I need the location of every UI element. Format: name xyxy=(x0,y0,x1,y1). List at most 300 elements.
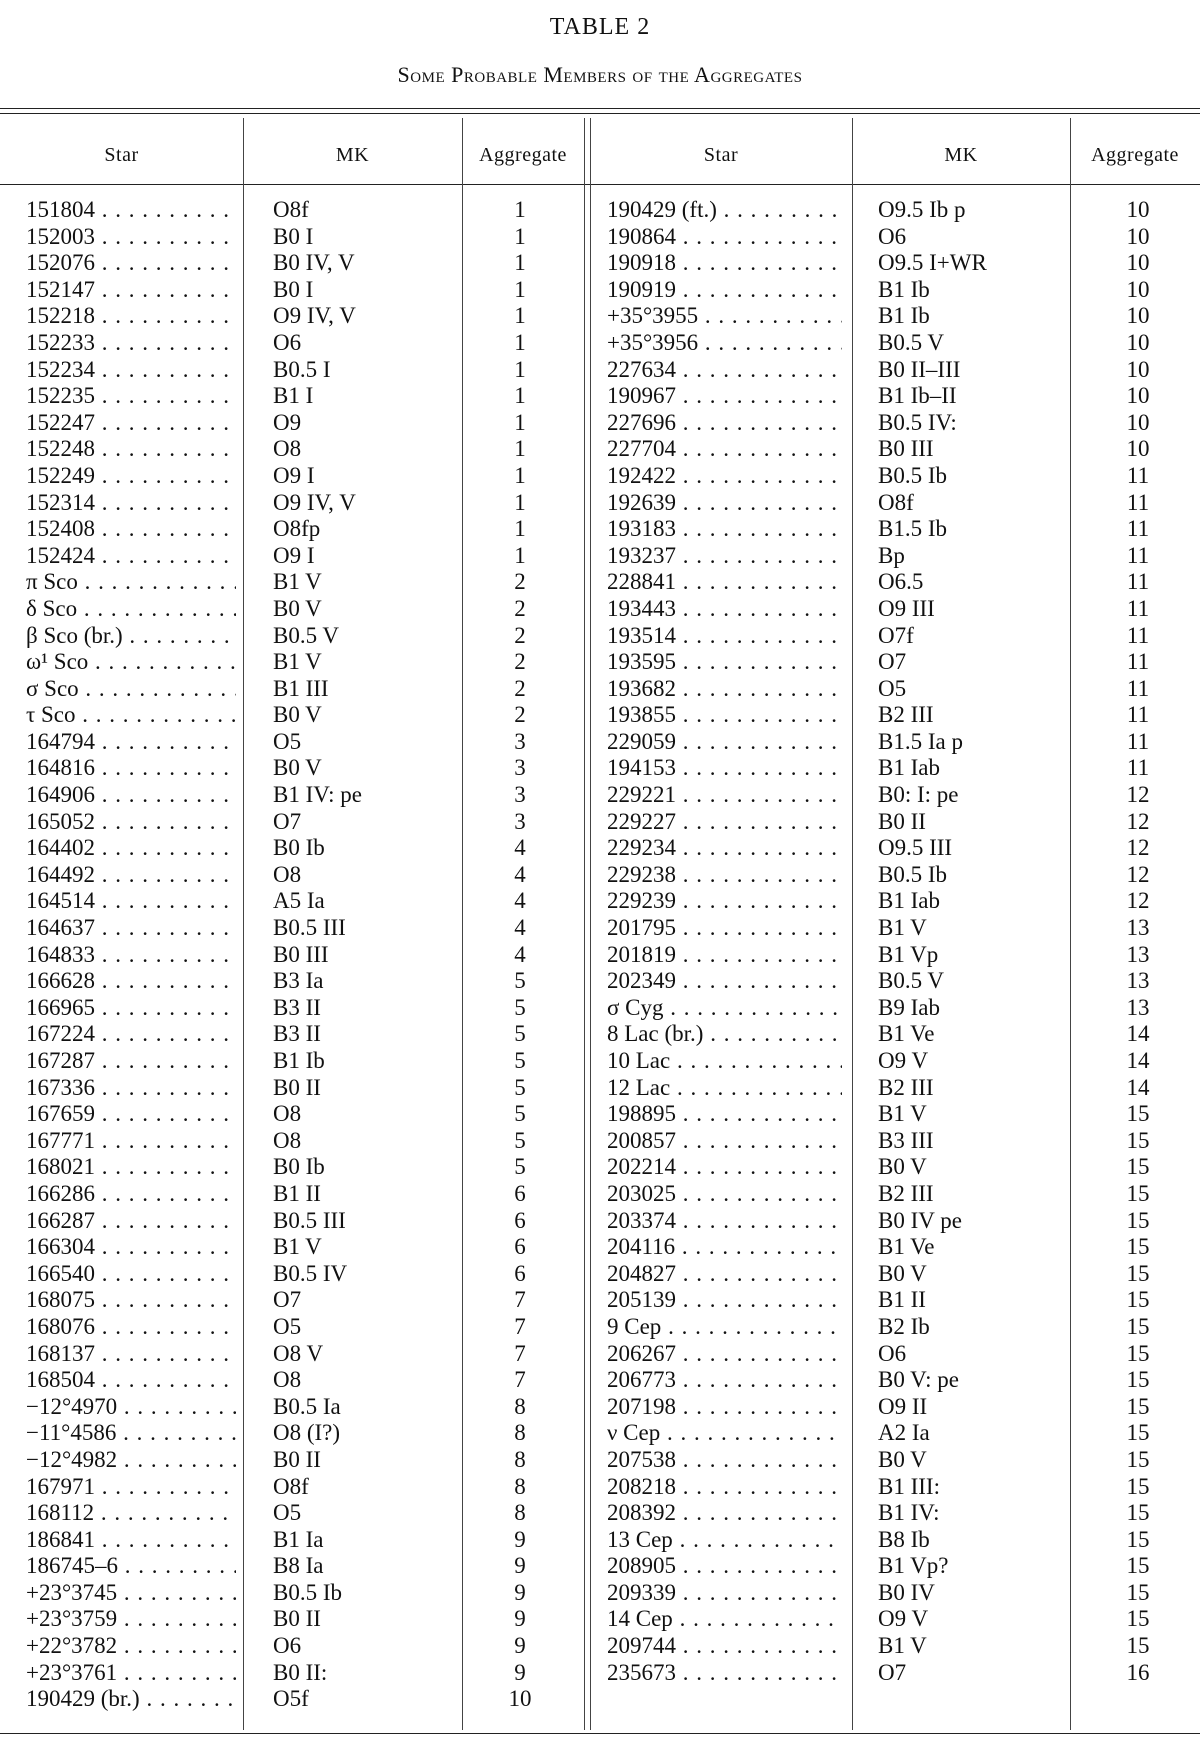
star-cell: 190429 (br.) . . . xyxy=(26,1686,236,1713)
star-cell: 206773 . . . xyxy=(607,1367,842,1394)
star-cell: 167659 . . . xyxy=(26,1101,236,1128)
mk-cell: B1 Ia xyxy=(273,1526,324,1552)
aggregate-cell: 11 xyxy=(1126,755,1150,781)
mk-cell: B0 I xyxy=(273,223,314,249)
aggregate-cell: 1 xyxy=(514,303,526,329)
star-cell: 198895 . . . xyxy=(607,1101,842,1128)
aggregate-cell: 2 xyxy=(514,649,526,675)
star-cell: +22°3782 . . . xyxy=(26,1633,236,1660)
star-cell: 167771 . . . xyxy=(26,1128,236,1155)
table-row xyxy=(0,835,1200,862)
aggregate-cell: 14 xyxy=(1126,1074,1150,1100)
aggregate-cell: 5 xyxy=(514,1127,526,1153)
table-row xyxy=(0,1660,1200,1687)
mk-cell: B0 Ib xyxy=(273,1154,325,1180)
table-row xyxy=(0,1261,1200,1288)
table-row xyxy=(0,1394,1200,1421)
aggregate-cell: 3 xyxy=(514,808,526,834)
mk-cell: O7 xyxy=(878,1659,907,1685)
header-star-right: Star xyxy=(703,144,739,166)
star-cell: 229221 . . . xyxy=(607,782,842,809)
aggregate-cell: 15 xyxy=(1126,1579,1150,1605)
aggregate-cell: 15 xyxy=(1126,1633,1150,1659)
aggregate-cell: 4 xyxy=(514,888,526,914)
header-aggregate-left: Aggregate xyxy=(479,144,567,166)
mk-cell: B0.5 Ib xyxy=(878,861,947,887)
mk-cell: O9 I xyxy=(273,462,315,488)
star-cell: 14 Cep . . . xyxy=(607,1606,842,1633)
star-cell: 228841 . . . xyxy=(607,569,842,596)
star-cell: 229059 . . . xyxy=(607,729,842,756)
aggregate-cell: 15 xyxy=(1126,1260,1150,1286)
star-cell: 166287 . . . xyxy=(26,1208,236,1235)
aggregate-cell: 11 xyxy=(1126,595,1150,621)
star-cell: 207538 . . . xyxy=(607,1447,842,1474)
star-cell: 152249 . . . xyxy=(26,463,236,490)
star-cell: 192422 . . . xyxy=(607,463,842,490)
mk-cell: B1 Vp? xyxy=(878,1553,949,1579)
star-cell: 193855 . . . xyxy=(607,702,842,729)
star-cell: −11°4586 . . . xyxy=(26,1420,236,1447)
table-row xyxy=(0,383,1200,410)
table-row xyxy=(0,1474,1200,1501)
header-rule xyxy=(0,184,1200,185)
mk-cell: B0.5 Ib xyxy=(878,462,947,488)
mk-cell: B0 I xyxy=(273,276,314,302)
aggregate-cell: 15 xyxy=(1126,1393,1150,1419)
aggregate-cell: 10 xyxy=(1126,223,1150,249)
star-cell: 166628 . . . xyxy=(26,968,236,995)
star-cell: 164906 . . . xyxy=(26,782,236,809)
star-cell: 203025 . . . xyxy=(607,1181,842,1208)
aggregate-cell: 10 xyxy=(1126,303,1150,329)
mk-cell: O9 II xyxy=(878,1393,928,1419)
table-row xyxy=(0,250,1200,277)
aggregate-cell: 15 xyxy=(1126,1500,1150,1526)
mk-cell: B3 II xyxy=(273,1021,321,1047)
star-cell: 168504 . . . xyxy=(26,1367,236,1394)
table-row xyxy=(0,755,1200,782)
star-cell: ω¹ Sco . . . xyxy=(26,649,236,676)
mk-cell: O6 xyxy=(878,223,907,249)
mk-cell: B2 III xyxy=(878,702,934,728)
table-subtitle: Some Probable Members of the Aggregates xyxy=(397,62,803,87)
mk-cell: B1 IV: xyxy=(878,1500,940,1526)
table-row xyxy=(0,942,1200,969)
table-row xyxy=(0,490,1200,517)
aggregate-cell: 6 xyxy=(514,1180,526,1206)
star-cell: 165052 . . . xyxy=(26,809,236,836)
aggregate-cell: 15 xyxy=(1126,1340,1150,1366)
star-cell: 190967 . . . xyxy=(607,383,842,410)
table-row xyxy=(0,1234,1200,1261)
table-row xyxy=(0,463,1200,490)
aggregate-cell: 12 xyxy=(1126,835,1150,861)
star-cell: 186745–6 . . . xyxy=(26,1553,236,1580)
mk-cell: B3 III xyxy=(878,1127,934,1153)
aggregate-cell: 5 xyxy=(514,1021,526,1047)
star-cell: 168137 . . . xyxy=(26,1341,236,1368)
aggregate-cell: 1 xyxy=(514,516,526,542)
star-cell: 229239 . . . xyxy=(607,888,842,915)
header-mk-right: MK xyxy=(944,144,978,166)
aggregate-cell: 10 xyxy=(508,1686,532,1712)
mk-cell: B0.5 IV xyxy=(273,1260,348,1286)
star-cell: 168112 . . . xyxy=(26,1500,236,1527)
star-cell: +23°3759 . . . xyxy=(26,1606,236,1633)
aggregate-cell: 7 xyxy=(514,1340,526,1366)
star-cell: 194153 . . . xyxy=(607,755,842,782)
mk-cell: Bp xyxy=(878,542,905,568)
table-row xyxy=(0,729,1200,756)
star-cell: +35°3955 . . . xyxy=(607,303,842,330)
star-cell: 208905 . . . xyxy=(607,1553,842,1580)
star-cell: 190918 . . . xyxy=(607,250,842,277)
aggregate-cell: 9 xyxy=(514,1526,526,1552)
table-row xyxy=(0,702,1200,729)
star-cell: 152247 . . . xyxy=(26,410,236,437)
aggregate-cell: 1 xyxy=(514,329,526,355)
aggregate-cell: 1 xyxy=(514,276,526,302)
table-row xyxy=(0,197,1200,224)
table-row xyxy=(0,410,1200,437)
star-cell: σ Sco . . . xyxy=(26,676,236,703)
aggregate-cell: 15 xyxy=(1126,1367,1150,1393)
aggregate-cell: 1 xyxy=(514,436,526,462)
aggregate-cell: 4 xyxy=(514,861,526,887)
mk-cell: O6 xyxy=(273,329,302,355)
mk-cell: B1 V xyxy=(273,1234,322,1260)
table-row xyxy=(0,516,1200,543)
table-row xyxy=(0,915,1200,942)
mk-cell: B0.5 III xyxy=(273,915,346,941)
star-cell: 229234 . . . xyxy=(607,835,842,862)
mk-cell: B8 Ia xyxy=(273,1553,324,1579)
aggregate-cell: 4 xyxy=(514,941,526,967)
header-mk-left: MK xyxy=(335,144,370,166)
star-cell: 166965 . . . xyxy=(26,995,236,1022)
aggregate-cell: 9 xyxy=(514,1659,526,1685)
mk-cell: B0 V xyxy=(273,702,322,728)
table-row xyxy=(0,596,1200,623)
aggregate-cell: 1 xyxy=(514,542,526,568)
star-cell: 193682 . . . xyxy=(607,676,842,703)
star-cell: 13 Cep . . . xyxy=(607,1527,842,1554)
star-cell: 12 Lac . . . xyxy=(607,1075,842,1102)
mk-cell: B0 V xyxy=(878,1260,927,1286)
aggregate-cell: 2 xyxy=(514,569,526,595)
star-cell: 164514 . . . xyxy=(26,888,236,915)
mk-cell: B0 V: pe xyxy=(878,1367,959,1393)
table-row xyxy=(0,676,1200,703)
table-row xyxy=(0,1208,1200,1235)
star-cell: 207198 . . . xyxy=(607,1394,842,1421)
star-cell: 167287 . . . xyxy=(26,1048,236,1075)
star-cell: 166286 . . . xyxy=(26,1181,236,1208)
aggregate-cell: 3 xyxy=(514,728,526,754)
mk-cell: O8 xyxy=(273,1127,302,1153)
aggregate-cell: 12 xyxy=(1126,888,1150,914)
mk-cell: O9 IV, V xyxy=(273,489,356,515)
star-cell: ν Cep . . . xyxy=(607,1420,842,1447)
mk-cell: O8 xyxy=(273,861,302,887)
mk-cell: B0 II–III xyxy=(878,356,961,382)
aggregate-cell: 7 xyxy=(514,1313,526,1339)
table-row xyxy=(0,357,1200,384)
aggregate-cell: 15 xyxy=(1126,1101,1150,1127)
star-cell: δ Sco . . . xyxy=(26,596,236,623)
star-cell: τ Sco . . . xyxy=(26,702,236,729)
aggregate-cell: 10 xyxy=(1126,276,1150,302)
aggregate-cell: 6 xyxy=(514,1260,526,1286)
star-cell: 193443 . . . xyxy=(607,596,842,623)
mk-cell: B8 Ib xyxy=(878,1526,930,1552)
table-row xyxy=(0,1606,1200,1633)
star-cell: 229238 . . . xyxy=(607,862,842,889)
mk-cell: B0 IV xyxy=(878,1579,935,1605)
mk-cell: B1 I xyxy=(273,383,314,409)
star-cell: 209339 . . . xyxy=(607,1580,842,1607)
star-cell: 202214 . . . xyxy=(607,1154,842,1181)
aggregate-cell: 7 xyxy=(514,1287,526,1313)
star-cell: 152076 . . . xyxy=(26,250,236,277)
mk-cell: B0 III xyxy=(273,941,329,967)
star-cell: β Sco (br.) . . . xyxy=(26,623,236,650)
star-cell: 206267 . . . xyxy=(607,1341,842,1368)
table-row xyxy=(0,303,1200,330)
aggregate-cell: 7 xyxy=(514,1367,526,1393)
mk-cell: O9 IV, V xyxy=(273,303,356,329)
aggregate-cell: 13 xyxy=(1126,968,1150,994)
table-row xyxy=(0,436,1200,463)
aggregate-cell: 1 xyxy=(514,489,526,515)
aggregate-cell: 11 xyxy=(1126,569,1150,595)
star-cell: −12°4970 . . . xyxy=(26,1394,236,1421)
mk-cell: O7f xyxy=(878,622,914,648)
star-cell: 168021 . . . xyxy=(26,1154,236,1181)
star-cell: 205139 . . . xyxy=(607,1287,842,1314)
aggregate-cell: 1 xyxy=(514,409,526,435)
mk-cell: B0 II: xyxy=(273,1659,328,1685)
aggregate-cell: 11 xyxy=(1126,622,1150,648)
mk-cell: O7 xyxy=(273,808,302,834)
table-row xyxy=(0,1341,1200,1368)
mk-cell: O9 xyxy=(273,409,302,435)
star-cell: 192639 . . . xyxy=(607,490,842,517)
aggregate-cell: 15 xyxy=(1126,1287,1150,1313)
aggregate-cell: 6 xyxy=(514,1207,526,1233)
mk-cell: B1.5 Ia p xyxy=(878,728,963,754)
star-cell: 152003 . . . xyxy=(26,224,236,251)
aggregate-cell: 9 xyxy=(514,1553,526,1579)
aggregate-cell: 15 xyxy=(1126,1207,1150,1233)
mk-cell: O9.5 I+WR xyxy=(878,250,987,276)
mk-cell: B2 III xyxy=(878,1180,934,1206)
mk-cell: B1.5 Ib xyxy=(878,516,947,542)
aggregate-cell: 14 xyxy=(1126,1048,1150,1073)
mk-cell: B2 III xyxy=(878,1074,934,1100)
star-cell: 190919 . . . xyxy=(607,277,842,304)
mk-cell: O5 xyxy=(273,1500,302,1526)
aggregate-cell: 11 xyxy=(1126,649,1150,675)
table-row xyxy=(0,1128,1200,1155)
mk-cell: O8fp xyxy=(273,516,321,542)
mk-cell: O9 V xyxy=(878,1048,929,1073)
aggregate-cell: 15 xyxy=(1126,1553,1150,1579)
mk-cell: O9 I xyxy=(273,542,315,568)
aggregate-cell: 8 xyxy=(514,1393,526,1419)
aggregate-cell: 5 xyxy=(514,1154,526,1180)
mk-cell: B1 Ve xyxy=(878,1021,935,1047)
table-row xyxy=(0,1527,1200,1554)
table-row xyxy=(0,1500,1200,1527)
mk-cell: A5 Ia xyxy=(273,888,325,914)
mk-cell: B1 V xyxy=(878,1101,927,1127)
aggregate-cell: 10 xyxy=(1126,383,1150,409)
aggregate-cell: 1 xyxy=(514,462,526,488)
star-cell: 193183 . . . xyxy=(607,516,842,543)
mk-cell: O8f xyxy=(878,489,914,515)
aggregate-cell: 10 xyxy=(1126,356,1150,382)
aggregate-cell: 15 xyxy=(1126,1526,1150,1552)
table-title: TABLE 2 xyxy=(549,14,651,40)
star-cell: 235673 . . . xyxy=(607,1660,842,1687)
aggregate-cell: 5 xyxy=(514,994,526,1020)
table-row xyxy=(0,1287,1200,1314)
table-row xyxy=(0,1021,1200,1048)
table-row xyxy=(0,1101,1200,1128)
table-row xyxy=(0,623,1200,650)
mk-cell: B3 II xyxy=(273,994,321,1020)
mk-cell: B1 V xyxy=(273,569,322,595)
aggregate-cell: 10 xyxy=(1126,250,1150,276)
star-cell: 152248 . . . xyxy=(26,436,236,463)
aggregate-cell: 15 xyxy=(1126,1154,1150,1180)
mk-cell: B0: I: pe xyxy=(878,782,959,808)
table-row xyxy=(0,1181,1200,1208)
star-cell: 164833 . . . xyxy=(26,942,236,969)
aggregate-cell: 8 xyxy=(514,1500,526,1526)
aggregate-cell: 14 xyxy=(1126,1021,1150,1047)
aggregate-cell: 8 xyxy=(514,1420,526,1446)
table-row xyxy=(0,330,1200,357)
aggregate-cell: 10 xyxy=(1126,329,1150,355)
star-cell: +35°3956 . . . xyxy=(607,330,842,357)
aggregate-cell: 15 xyxy=(1126,1313,1150,1339)
right-table-body xyxy=(0,197,1200,1686)
mk-cell: B1 II xyxy=(878,1287,926,1313)
star-cell: 166304 . . . xyxy=(26,1234,236,1261)
aggregate-cell: 3 xyxy=(514,755,526,781)
mk-cell: B1 IV: pe xyxy=(273,782,363,808)
star-cell: 152234 . . . xyxy=(26,357,236,384)
table-row xyxy=(0,1686,590,1713)
mk-cell: A2 Ia xyxy=(878,1420,930,1446)
aggregate-cell: 8 xyxy=(514,1446,526,1472)
aggregate-cell: 13 xyxy=(1126,915,1150,941)
star-cell: 152424 . . . xyxy=(26,543,236,570)
aggregate-cell: 15 xyxy=(1126,1180,1150,1206)
mk-cell: B2 Ib xyxy=(878,1313,930,1339)
mk-cell: O6 xyxy=(878,1340,907,1366)
mk-cell: B1 III: xyxy=(878,1473,940,1499)
star-cell: 152233 . . . xyxy=(26,330,236,357)
mk-cell: B0 V xyxy=(878,1446,927,1472)
mk-cell: O5 xyxy=(878,675,907,701)
aggregate-cell: 1 xyxy=(514,356,526,382)
top-rule-1 xyxy=(0,108,1200,109)
star-cell: 152147 . . . xyxy=(26,277,236,304)
table-row xyxy=(0,1633,1200,1660)
mk-cell: O5 xyxy=(273,1313,302,1339)
star-cell: 190429 (ft.) . . . xyxy=(607,197,842,224)
table-row xyxy=(0,809,1200,836)
star-cell: 164816 . . . xyxy=(26,755,236,782)
star-cell: 166540 . . . xyxy=(26,1261,236,1288)
mk-cell: O8f xyxy=(273,1473,309,1499)
star-cell: 227696 . . . xyxy=(607,410,842,437)
star-cell: 209744 . . . xyxy=(607,1633,842,1660)
mk-cell: B0.5 III xyxy=(273,1207,346,1233)
mk-cell: B0 V xyxy=(273,595,322,621)
aggregate-cell: 11 xyxy=(1126,702,1150,728)
aggregate-cell: 13 xyxy=(1126,994,1150,1020)
star-cell: 151804 . . . xyxy=(26,197,236,224)
aggregate-cell: 5 xyxy=(514,1074,526,1100)
star-cell: +23°3761 . . . xyxy=(26,1660,236,1687)
aggregate-cell: 12 xyxy=(1126,782,1150,808)
star-cell: π Sco . . . xyxy=(26,569,236,596)
star-cell: 208392 . . . xyxy=(607,1500,842,1527)
mk-cell: B1 V xyxy=(878,915,927,941)
aggregate-cell: 9 xyxy=(514,1606,526,1632)
aggregate-cell: 6 xyxy=(514,1234,526,1260)
aggregate-cell: 4 xyxy=(514,835,526,861)
star-cell: 201819 . . . xyxy=(607,942,842,969)
mk-cell: O5f xyxy=(273,1686,309,1712)
mk-cell: B0 Ib xyxy=(273,835,325,861)
mk-cell: B1 V xyxy=(273,649,322,675)
mk-cell: B0.5 V xyxy=(878,968,945,994)
star-cell: 168075 . . . xyxy=(26,1287,236,1314)
aggregate-cell: 1 xyxy=(514,223,526,249)
mk-cell: B9 Iab xyxy=(878,994,940,1020)
mk-cell: B1 Vp xyxy=(878,941,939,967)
aggregate-cell: 2 xyxy=(514,595,526,621)
aggregate-cell: 11 xyxy=(1126,675,1150,701)
mk-cell: B1 Ve xyxy=(878,1234,935,1260)
aggregate-cell: 3 xyxy=(514,782,526,808)
mk-cell: O6.5 xyxy=(878,569,924,595)
star-cell: σ Cyg . . . xyxy=(607,995,842,1022)
table-row xyxy=(0,1420,1200,1447)
table-row xyxy=(0,1048,1200,1075)
star-cell: 152408 . . . xyxy=(26,516,236,543)
aggregate-cell: 11 xyxy=(1126,516,1150,542)
mk-cell: B1 Ib xyxy=(878,303,930,329)
star-cell: 227634 . . . xyxy=(607,357,842,384)
mk-cell: B0 V xyxy=(878,1154,927,1180)
mk-cell: B1 II xyxy=(273,1180,321,1206)
star-cell: 204827 . . . xyxy=(607,1261,842,1288)
mk-cell: B1 V xyxy=(878,1633,927,1659)
table-row xyxy=(0,543,1200,570)
star-cell: 193237 . . . xyxy=(607,543,842,570)
aggregate-cell: 11 xyxy=(1126,542,1150,568)
aggregate-cell: 5 xyxy=(514,1048,526,1073)
aggregate-cell: 9 xyxy=(514,1633,526,1659)
aggregate-cell: 15 xyxy=(1126,1473,1150,1499)
